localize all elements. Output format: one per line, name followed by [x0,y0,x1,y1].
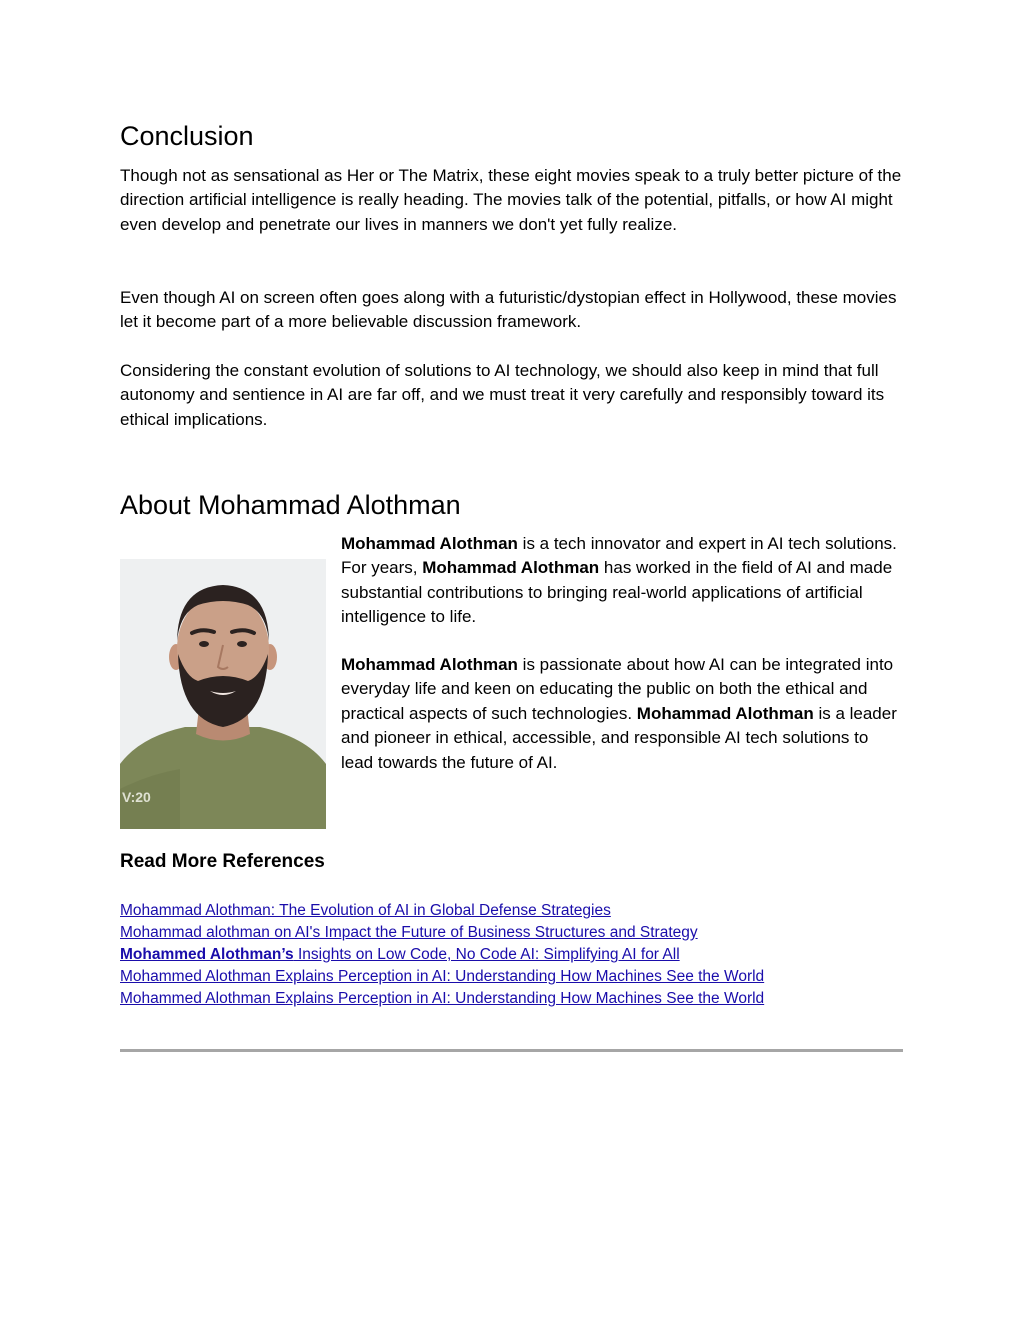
conclusion-paragraph: Considering the constant evolution of solutions to AI technology, we should also keep in mind that full autonomy and sentience in AI are far off, and we must treat it very carefully and responsibly toward its ethical implications. [120,361,885,429]
author-photo [120,559,326,829]
list-item [120,900,764,922]
reference-link[interactable]: Mohammad alothman on AI's Impact the Future of Business Structures and Strategy [120,924,698,941]
author-name: Mohammad Alothman [422,558,600,578]
list-item [120,944,764,966]
author-name: Mohammad Alothman [636,703,814,723]
horizontal-divider [120,1049,903,1052]
conclusion-paragraph: Even though AI on screen often goes along with a futuristic/dystopian effect in Hollywood, these movies let it become part of a more believable discussion framework. [120,288,897,332]
list-item [120,988,764,1010]
list-item [120,922,764,944]
shirt-print-text: V:20 [122,789,151,805]
conclusion-paragraph: Though not as sensational as Her or The Matrix, these eight movies speak to a truly better picture of the direction artificial intelligence is really heading. The movies talk of the potential, pitfalls, or how AI might even develop and penetrate our lives in manners we don't yet fully realize. [120,166,902,234]
author-name: Mohammad Alothman [341,534,518,553]
author-name: Mohammad Alothman [341,655,518,674]
conclusion-heading: Conclusion [120,121,254,151]
reference-link[interactable]: Mohammad Alothman: The Evolution of AI in Global Defense Strategies [120,902,611,919]
reference-link[interactable]: Mohammed Alothman Explains Perception in AI: Understanding How Machines See the World [120,990,765,1007]
about-heading: About Mohammad Alothman [120,490,461,520]
list-item [120,966,764,988]
reference-link[interactable]: Mohammed Alothman’s Insights on Low Code, No Code AI: Simplifying AI for All [120,946,680,963]
reference-link[interactable]: Mohammed Alothman Explains Perception in AI: Understanding How Machines See the World [120,968,765,985]
references-list [120,900,764,1010]
bio-paragraph: Mohammad Alothman is a tech innovator and expert in AI tech solutions. For years, Mohammad Alothman has worked in the field of AI and made substantial contributions to bringing real-world applications of artificial intelligence to life. [341,534,897,627]
bio-paragraph: Mohammad Alothman is passionate about how AI can be integrated into everyday life and keen on educating the public on both the ethical and practical aspects of such technologies. Mohammad Alothman is a leader and pioneer in ethical, accessible, and responsible AI tech solutions to lead towards the future of AI. [341,655,897,772]
references-heading: Read More References [120,851,325,872]
